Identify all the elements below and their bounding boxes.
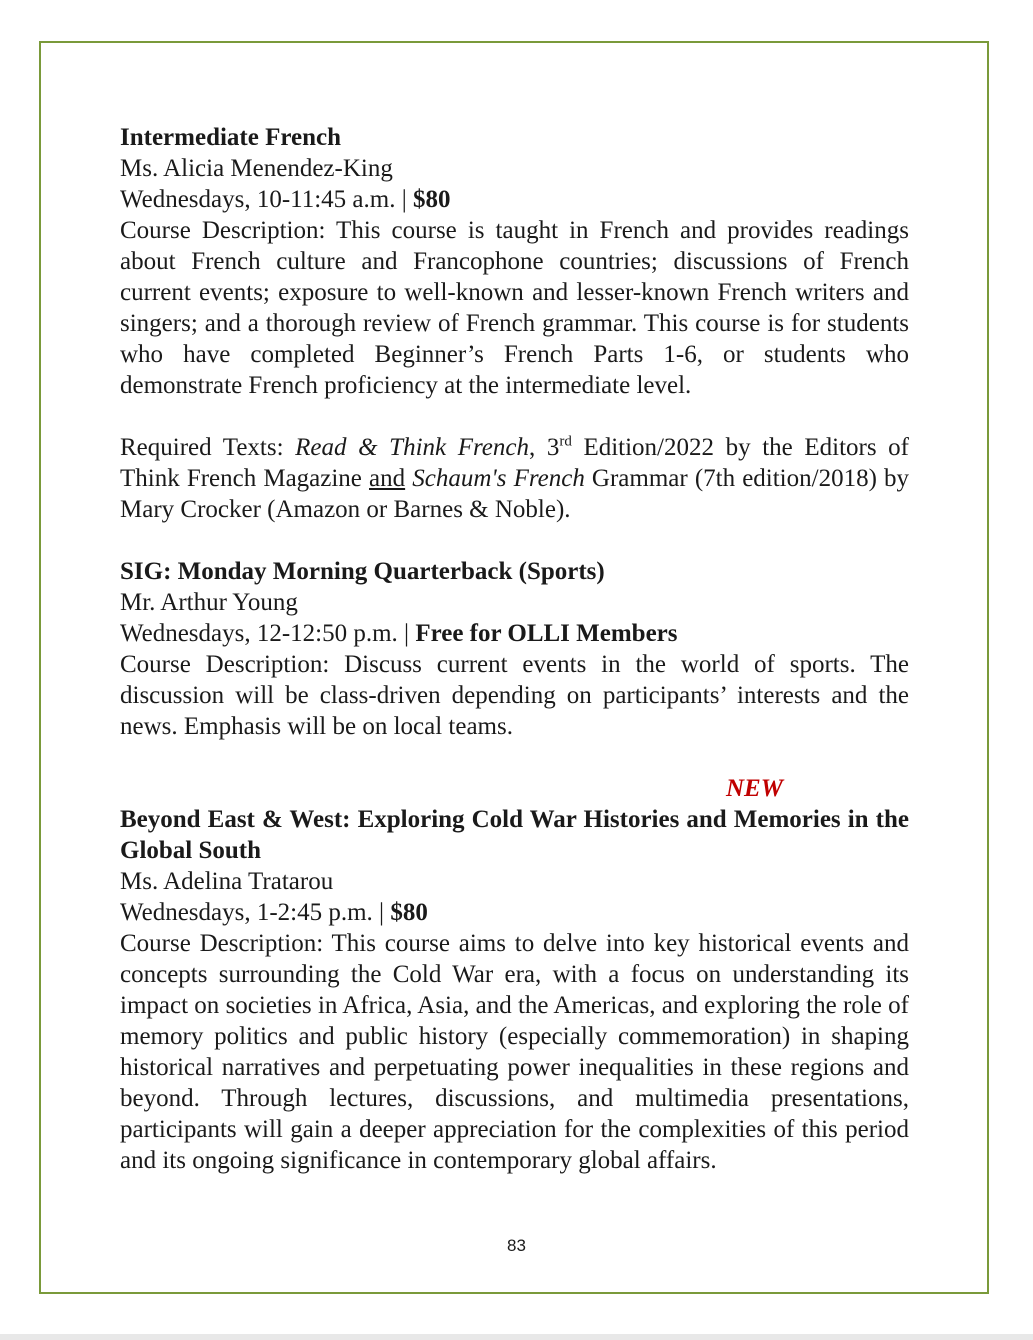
course-instructor: Mr. Arthur Young: [120, 589, 298, 616]
edition-details: Edition/2022 by the Editors of Think French Magazine: [120, 434, 910, 492]
course-schedule: [120, 618, 909, 649]
course-description: Course Description: This course is taught in French and provides readings about French culture and Francophone countries; discussions of French current events; exposure to well-known and lesser-known French writers and singers; and a thorough review of French grammar. This course is for students who have completed Beginner’s French Parts 1-6, or students who demonstrate French proficiency at the intermediate level.: [120, 217, 909, 399]
course-price: Free for OLLI Members: [415, 620, 678, 647]
course-beyond-east-west: [120, 773, 909, 1176]
course-listing: [120, 122, 909, 1176]
grammar-details: Grammar (7th edition/2018) by Mary Crocker (Amazon or Barnes & Noble).: [120, 465, 910, 523]
schedule-text: Wednesdays, 12-12:50 p.m. |: [120, 620, 416, 647]
schedule-text: Wednesdays, 1-2:45 p.m. |: [120, 899, 391, 926]
course-monday-morning-quarterback: [120, 556, 909, 742]
book-title-schaums-french: Schaum's French: [412, 465, 585, 492]
course-description: Course Description: This course aims to delve into key historical events and concepts surrounding the Cold War era, with a focus on understanding its impact on societies in Africa, Asia, and the Americas, and exploring the role of memory politics and public history (especially commemoration) in shaping historical narratives and perpetuating power inequalities in these regions and beyond. Through lectures, discussions, and multimedia presentations, participants will gain a deeper appreciation for the complexities of this period and its ongoing significance in contemporary global affairs.: [120, 930, 909, 1174]
required-texts-label: Required Texts:: [120, 434, 296, 461]
course-intermediate-french: [120, 122, 909, 525]
underlined-and: and: [369, 465, 406, 492]
page-number: 83: [507, 1236, 526, 1255]
course-title: SIG: Monday Morning Quarterback (Sports): [120, 558, 605, 585]
course-price: $80: [390, 899, 428, 926]
ordinal-superscript: rd: [559, 433, 572, 450]
course-instructor: Ms. Adelina Tratarou: [120, 868, 334, 895]
bottom-edge: [0, 1334, 1033, 1340]
course-title: Intermediate French: [120, 124, 342, 151]
required-texts: [120, 432, 909, 525]
course-price: $80: [412, 186, 451, 213]
course-title: Beyond East & West: Exploring Cold War Histories and Memories in the Global South: [120, 806, 909, 864]
course-instructor: Ms. Alicia Menendez-King: [120, 155, 393, 182]
schedule-text: Wednesdays, 10-11:45 a.m. |: [120, 186, 413, 213]
course-schedule: [120, 897, 909, 928]
new-badge: NEW: [726, 775, 783, 802]
course-description: Course Description: Discuss current events in the world of sports. The discussion will be class-driven depending on participants’ interests and the news. Emphasis will be on local teams.: [120, 651, 909, 740]
course-schedule: [120, 184, 909, 215]
book-title-read-think-french: Read & Think French: [295, 434, 529, 461]
edition-text: , 3: [528, 434, 560, 461]
